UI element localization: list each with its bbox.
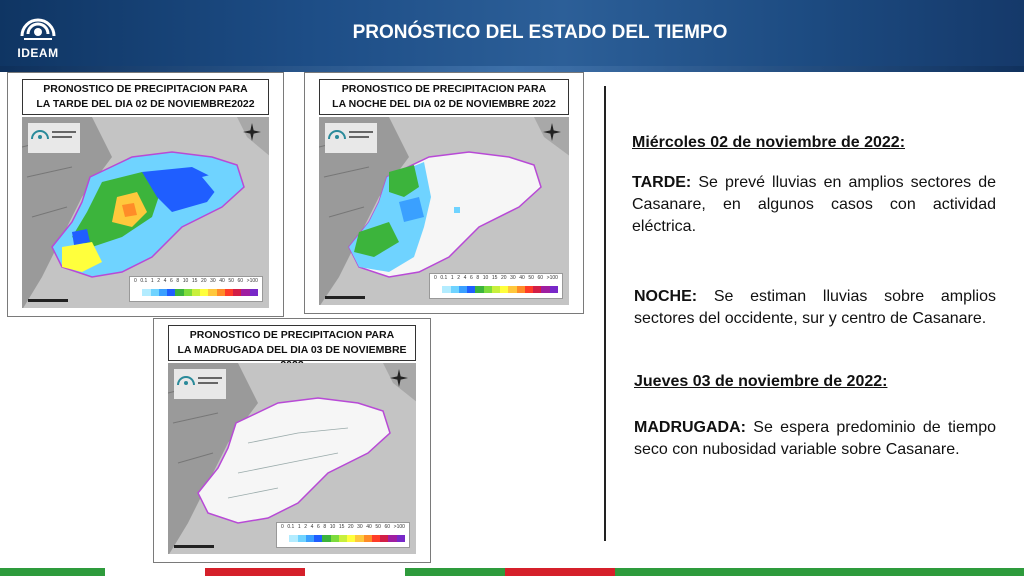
legend-value: 6 xyxy=(469,275,473,281)
date-heading-2: Jueves 03 de noviembre de 2022: xyxy=(634,373,888,390)
legend-swatch xyxy=(233,289,241,296)
precipitation-legend xyxy=(129,276,263,302)
legend-swatch xyxy=(217,289,225,296)
legend-values xyxy=(134,278,258,284)
legend-value: 60 xyxy=(537,275,544,281)
map-title-line2: LA MADRUGADA DEL DIA 03 DE NOVIEMBRE xyxy=(177,344,407,356)
legend-value: >100 xyxy=(246,278,258,284)
legend-swatch xyxy=(208,289,216,296)
noche-label: NOCHE: xyxy=(634,288,698,305)
legend-swatch xyxy=(281,535,289,542)
map-panel-tarde xyxy=(7,72,284,317)
map-title-line2: LA TARDE DEL DIA 02 DE NOVIEMBRE2022 xyxy=(36,98,255,110)
legend-value: 20 xyxy=(500,275,507,281)
legend-value: 0.1 xyxy=(287,524,295,530)
legend-swatch xyxy=(289,535,297,542)
legend-swatch xyxy=(517,286,525,293)
legend-value: 8 xyxy=(176,278,180,284)
legend-swatch xyxy=(525,286,533,293)
legend-swatch xyxy=(167,289,175,296)
flag-stripe xyxy=(0,568,1024,576)
legend-value: 15 xyxy=(191,278,198,284)
legend-value: 4 xyxy=(163,278,167,284)
legend-swatch xyxy=(331,535,339,542)
legend-value: 50 xyxy=(528,275,534,281)
forecast-noche xyxy=(634,286,996,330)
legend-value: 4 xyxy=(463,275,467,281)
legend-value: 40 xyxy=(219,278,225,284)
madrugada-label: MADRUGADA: xyxy=(634,419,746,436)
legend-value: 40 xyxy=(519,275,525,281)
legend-swatch xyxy=(175,289,183,296)
legend-value: 20 xyxy=(347,524,354,530)
legend-value: 6 xyxy=(316,524,320,530)
legend-swatch xyxy=(192,289,200,296)
legend-value: 0.1 xyxy=(440,275,448,281)
legend-value: 30 xyxy=(510,275,516,281)
legend-value: 1 xyxy=(297,524,301,530)
map-panel-noche xyxy=(304,72,584,314)
legend-swatch xyxy=(241,289,249,296)
legend-value: 2 xyxy=(457,275,461,281)
legend-value: 40 xyxy=(366,524,372,530)
legend-value: >100 xyxy=(393,524,405,530)
legend-value: 60 xyxy=(237,278,244,284)
legend-swatch xyxy=(484,286,492,293)
legend-swatch xyxy=(380,535,388,542)
legend-swatch xyxy=(142,289,150,296)
legend-swatch xyxy=(298,535,306,542)
date-heading-1: Miércoles 02 de noviembre de 2022: xyxy=(632,134,906,151)
legend-swatch xyxy=(322,535,330,542)
tarde-text: Se prevé lluvias en amplios sectores de Casanare, en algunos casos con actividad eléctrica. xyxy=(632,174,996,235)
north-arrow-icon xyxy=(543,123,561,141)
map-title xyxy=(22,79,269,115)
map-title-line1: PRONOSTICO DE PRECIPITACION PARA xyxy=(189,329,395,341)
legend-swatch xyxy=(151,289,159,296)
precipitation-map xyxy=(168,363,416,554)
legend-value: 15 xyxy=(338,524,345,530)
legend-swatch xyxy=(184,289,192,296)
map-title xyxy=(319,79,569,115)
legend-swatch xyxy=(225,289,233,296)
legend-swatch xyxy=(541,286,549,293)
page-title: PRONÓSTICO DEL ESTADO DEL TIEMPO xyxy=(352,22,728,43)
legend-value: 60 xyxy=(384,524,391,530)
legend-swatch xyxy=(364,535,372,542)
legend-value: 1 xyxy=(150,278,154,284)
legend-swatch xyxy=(347,535,355,542)
tarde-label: TARDE: xyxy=(632,174,692,191)
legend-swatch xyxy=(492,286,500,293)
map-scale-bar xyxy=(325,288,365,299)
legend-swatch xyxy=(200,289,208,296)
map-logo-icon xyxy=(28,123,80,153)
legend-swatch xyxy=(314,535,322,542)
legend-value: 0.1 xyxy=(140,278,148,284)
forecast-tarde xyxy=(632,172,996,238)
precipitation-map xyxy=(22,117,269,308)
legend-value: >100 xyxy=(546,275,558,281)
map-title-line2: LA NOCHE DEL DIA 02 DE NOVIEMBRE 2022 xyxy=(332,98,556,110)
legend-value: 10 xyxy=(182,278,189,284)
legend-value: 6 xyxy=(169,278,173,284)
north-arrow-icon xyxy=(390,369,408,387)
ideam-logo-icon xyxy=(14,10,62,46)
madrugada-text: Se espera predominio de tiempo seco con nubosidad variable sobre Casanare. xyxy=(634,419,996,458)
legend-swatch xyxy=(434,286,442,293)
legend-swatch xyxy=(355,535,363,542)
legend-swatch xyxy=(372,535,380,542)
legend-value: 8 xyxy=(323,524,327,530)
legend-swatch xyxy=(459,286,467,293)
legend-swatch xyxy=(134,289,142,296)
map-scale-bar xyxy=(28,291,68,302)
legend-value: 30 xyxy=(210,278,216,284)
legend-color-bar xyxy=(134,289,258,296)
legend-value: 10 xyxy=(482,275,489,281)
legend-color-bar xyxy=(281,535,405,542)
legend-value: 15 xyxy=(491,275,498,281)
map-ideam-logo xyxy=(28,123,80,153)
precipitation-legend xyxy=(276,522,410,548)
legend-value: 10 xyxy=(329,524,336,530)
map-ideam-logo xyxy=(174,369,226,399)
map-title xyxy=(168,325,416,361)
logo-text: IDEAM xyxy=(17,46,59,60)
legend-value: 30 xyxy=(357,524,363,530)
legend-value: 2 xyxy=(157,278,161,284)
legend-value: 2 xyxy=(304,524,308,530)
ideam-logo xyxy=(14,10,62,62)
legend-swatch xyxy=(306,535,314,542)
legend-swatch xyxy=(388,535,396,542)
map-title-line1: PRONOSTICO DE PRECIPITACION PARA xyxy=(341,83,547,95)
map-logo-icon xyxy=(325,123,377,153)
vertical-divider xyxy=(604,86,606,541)
map-panel-madrugada xyxy=(153,318,431,563)
header-bar xyxy=(0,0,1024,72)
legend-swatch xyxy=(250,289,258,296)
legend-swatch xyxy=(397,535,405,542)
legend-value: 1 xyxy=(450,275,454,281)
legend-swatch xyxy=(159,289,167,296)
legend-swatch xyxy=(467,286,475,293)
legend-color-bar xyxy=(434,286,558,293)
noche-text: Se estiman lluvias sobre amplios sectores del occidente, sur y centro de Casanare. xyxy=(634,288,996,327)
map-ideam-logo xyxy=(325,123,377,153)
precipitation-map xyxy=(319,117,569,305)
legend-value: 0 xyxy=(434,275,437,281)
legend-value: 50 xyxy=(228,278,234,284)
legend-swatch xyxy=(500,286,508,293)
legend-value: 0 xyxy=(281,524,284,530)
legend-swatch xyxy=(475,286,483,293)
map-scale-bar xyxy=(174,537,214,548)
legend-swatch xyxy=(442,286,450,293)
precipitation-legend xyxy=(429,273,563,299)
legend-value: 0 xyxy=(134,278,137,284)
legend-swatch xyxy=(550,286,558,293)
legend-swatch xyxy=(533,286,541,293)
legend-swatch xyxy=(508,286,516,293)
legend-value: 20 xyxy=(200,278,207,284)
legend-swatch xyxy=(451,286,459,293)
legend-values xyxy=(434,275,558,281)
legend-value: 4 xyxy=(310,524,314,530)
map-logo-icon xyxy=(174,369,226,399)
forecast-madrugada xyxy=(634,417,996,461)
map-title-line1: PRONOSTICO DE PRECIPITACION PARA xyxy=(43,83,248,95)
legend-values xyxy=(281,524,405,530)
legend-value: 8 xyxy=(476,275,480,281)
north-arrow-icon xyxy=(243,123,261,141)
legend-value: 50 xyxy=(375,524,381,530)
legend-swatch xyxy=(339,535,347,542)
